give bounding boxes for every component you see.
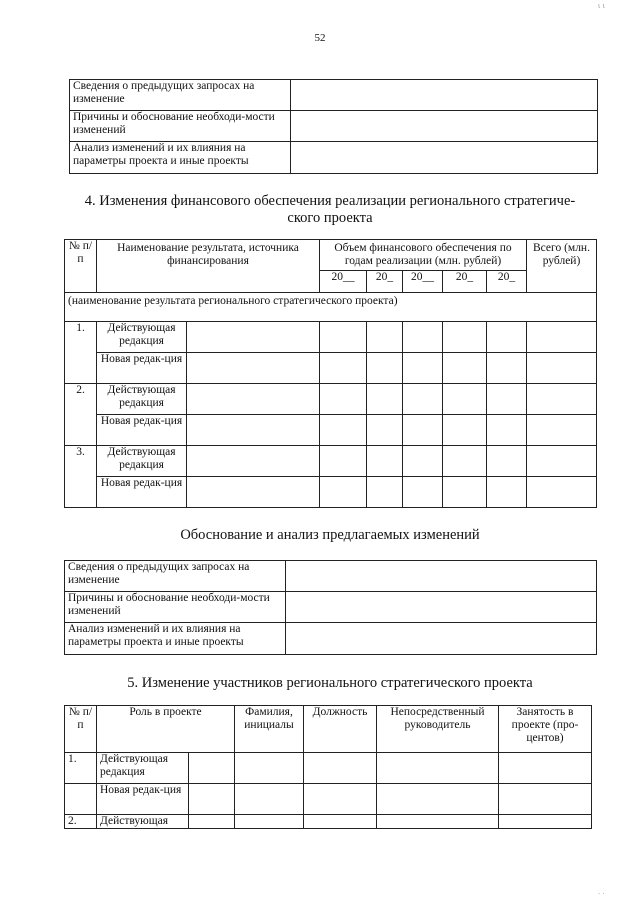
analysis-row-label: Сведения о предыдущих запросах на изменение bbox=[70, 80, 291, 111]
finance-header-total: Всего (млн. рублей) bbox=[527, 240, 597, 293]
participants-header-employment: Занятость в проекте (про-центов) bbox=[499, 706, 592, 753]
row-number: 1. bbox=[65, 753, 97, 784]
row-label: Действующая редакция bbox=[97, 753, 189, 784]
participants-header-role: Роль в проекте bbox=[97, 706, 235, 753]
finance-header-name: Наименование результата, источника финансирования bbox=[97, 240, 320, 293]
section-4-title bbox=[60, 193, 600, 227]
analysis-row-label: Анализ изменений и их влияния на параметры проекта и иные проекты bbox=[65, 623, 286, 655]
row-label-new: Новая редак-ция bbox=[97, 353, 187, 384]
analysis-table bbox=[64, 560, 597, 655]
analysis-row-value bbox=[291, 80, 598, 111]
section-4-title-line2: ского проекта bbox=[287, 210, 373, 226]
analysis-row-label: Сведения о предыдущих запросах на изменение bbox=[65, 561, 286, 592]
table-row bbox=[65, 322, 597, 353]
row-number: 2. bbox=[65, 384, 97, 446]
analysis-row-value bbox=[291, 111, 598, 142]
page-number: 52 bbox=[314, 32, 326, 44]
table-row bbox=[65, 784, 592, 815]
finance-table bbox=[64, 239, 597, 508]
finance-subheader: (наименование результата регионального стратегического проекта) bbox=[65, 293, 597, 322]
analysis-row-value bbox=[291, 142, 598, 174]
row-label-new: Новая редак-ция bbox=[97, 477, 187, 508]
row-label: Действующая bbox=[97, 815, 189, 829]
row-label-new: Новая редак-ция bbox=[97, 415, 187, 446]
participants-header-name: Фамилия, инициалы bbox=[235, 706, 304, 753]
analysis-table-top bbox=[69, 79, 598, 174]
finance-header-volume: Объем финансового обеспечения по годам реализации (млн. рублей) bbox=[320, 240, 527, 271]
year-cell: 20_ bbox=[367, 271, 403, 293]
analysis-row-value bbox=[286, 592, 597, 623]
year-cell: 20_ bbox=[487, 271, 527, 293]
year-cell: 20_ bbox=[443, 271, 487, 293]
table-row bbox=[65, 353, 597, 384]
table-row bbox=[65, 753, 592, 784]
analysis-row-value bbox=[286, 623, 597, 655]
year-cell: 20__ bbox=[403, 271, 443, 293]
row-label-current: Действующая редакция bbox=[97, 446, 187, 477]
row-number: 1. bbox=[65, 322, 97, 384]
participants-table bbox=[64, 705, 592, 829]
corner-mark: ι ι bbox=[598, 2, 605, 10]
table-row bbox=[65, 815, 592, 829]
row-label-current: Действующая редакция bbox=[97, 322, 187, 353]
row-number: 3. bbox=[65, 446, 97, 508]
section-5-title: 5. Изменение участников регионального стратегического проекта bbox=[127, 675, 533, 691]
analysis-section-title: Обоснование и анализ предлагаемых изменений bbox=[180, 527, 480, 543]
finance-header-num: № п/п bbox=[65, 240, 97, 293]
corner-mark-bottom: · · bbox=[598, 890, 605, 898]
row-number bbox=[65, 784, 97, 815]
analysis-row-label: Причины и обоснование необходи-мости изменений bbox=[65, 592, 286, 623]
table-row bbox=[65, 415, 597, 446]
table-row bbox=[65, 384, 597, 415]
participants-header-position: Должность bbox=[304, 706, 377, 753]
table-row bbox=[65, 446, 597, 477]
row-label: Новая редак-ция bbox=[97, 784, 189, 815]
analysis-row-label: Анализ изменений и их влияния на параметры проекта и иные проекты bbox=[70, 142, 291, 174]
analysis-row-label: Причины и обоснование необходи-мости изменений bbox=[70, 111, 291, 142]
row-label-current: Действующая редакция bbox=[97, 384, 187, 415]
participants-header-manager: Непосредственный руководитель bbox=[377, 706, 499, 753]
table-row bbox=[65, 477, 597, 508]
year-cell: 20__ bbox=[320, 271, 367, 293]
analysis-row-value bbox=[286, 561, 597, 592]
row-number: 2. bbox=[65, 815, 97, 829]
participants-header-num: № п/п bbox=[65, 706, 97, 753]
section-4-title-line1: 4. Изменения финансового обеспечения реализации регионального стратегиче- bbox=[84, 193, 576, 209]
